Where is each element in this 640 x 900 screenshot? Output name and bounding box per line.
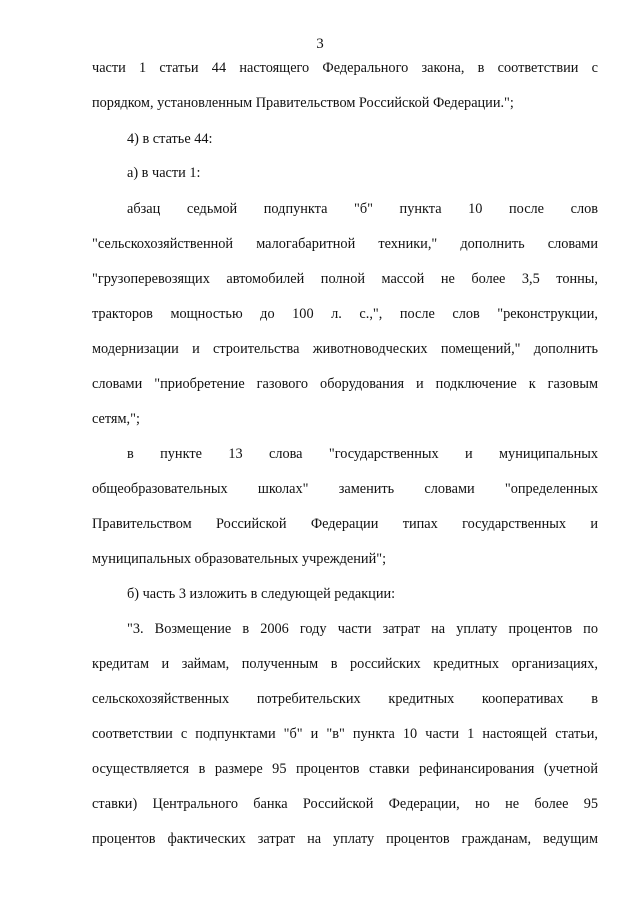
text-line: а) в части 1: [127, 165, 201, 181]
text-line: Правительством Российской Федерации типах государственных и [92, 516, 598, 532]
text-line: 4) в статье 44: [127, 131, 213, 147]
text-line: кредитам и займам, полученным в российских кредитных организациях, [92, 656, 598, 672]
text-line: ставки) Центрального банка Российской Федерации, но не более 95 [92, 796, 598, 812]
text-line: тракторов мощностью до 100 л. с.,", после слов "реконструкции, [92, 306, 598, 322]
text-line: общеобразовательных школах" заменить словами "определенных [92, 481, 598, 497]
text-line: "грузоперевозящих автомобилей полной массой не более 3,5 тонны, [92, 271, 598, 287]
text-line: процентов фактических затрат на уплату процентов гражданам, ведущим [92, 831, 598, 847]
text-line: сетям,"; [92, 411, 140, 427]
text-line: модернизации и строительства животноводческих помещений," дополнить [92, 341, 598, 357]
text-line: в пункте 13 слова "государственных и муниципальных [127, 446, 598, 462]
text-line: сельскохозяйственных потребительских кредитных кооперативах в [92, 691, 598, 707]
text-line: "сельскохозяйственной малогабаритной техники," дополнить словами [92, 236, 598, 252]
text-line: части 1 статьи 44 настоящего Федерального закона, в соответствии с [92, 60, 598, 76]
text-line: абзац седьмой подпункта "б" пункта 10 после слов [127, 201, 598, 217]
page-number: 3 [316, 36, 324, 52]
text-line: соответствии с подпунктами "б" и "в" пункта 10 части 1 настоящей статьи, [92, 726, 598, 742]
text-line: словами "приобретение газового оборудования и подключение к газовым [92, 376, 598, 392]
text-line: осуществляется в размере 95 процентов ставки рефинансирования (учетной [92, 761, 598, 777]
text-line: "3. Возмещение в 2006 году части затрат на уплату процентов по [127, 621, 598, 637]
text-line: порядком, установленным Правительством Российской Федерации."; [92, 95, 514, 111]
text-line: б) часть 3 изложить в следующей редакции: [127, 586, 396, 602]
text-line: муниципальных образовательных учреждений"; [92, 551, 387, 567]
